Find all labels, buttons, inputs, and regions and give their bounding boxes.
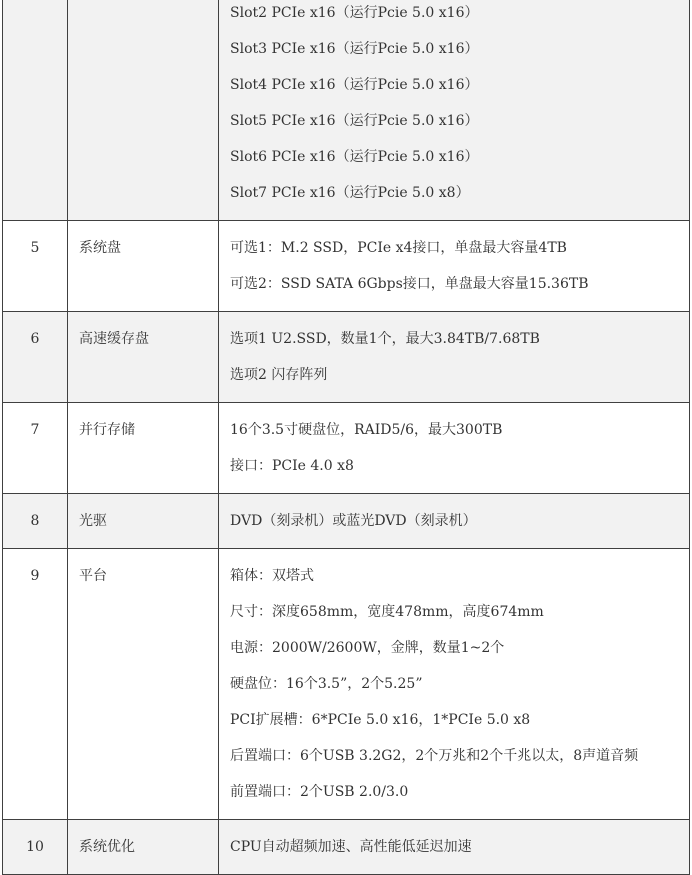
table-row <box>3 0 690 221</box>
description-line: PCI扩展槽：6*PCIe 5.0 x16，1*PCIe 5.0 x8 <box>230 712 531 728</box>
description-line: 前置端口：2个USB 2.0/3.0 <box>230 784 409 800</box>
row-item-cell <box>68 549 219 820</box>
row-item <box>68 0 219 221</box>
row-number: 9 <box>30 568 40 584</box>
row-description <box>219 0 690 221</box>
description-line: Slot4 PCIe x16（运行Pcie 5.0 x16） <box>230 77 479 93</box>
description-line: Slot5 PCIe x16（运行Pcie 5.0 x16） <box>230 113 479 129</box>
row-number-cell <box>3 221 68 312</box>
row-description <box>219 549 690 820</box>
description-line: 电源：2000W/2600W，金牌，数量1~2个 <box>230 640 505 656</box>
row-item: 系统盘 <box>79 240 121 256</box>
table-row <box>3 549 690 820</box>
row-item-cell <box>68 221 219 312</box>
row-description <box>219 494 690 549</box>
spec-table <box>2 0 690 875</box>
row-number-cell <box>3 549 68 820</box>
table-row <box>3 403 690 494</box>
description-line: 箱体：双塔式 <box>230 568 314 584</box>
table-row <box>3 221 690 312</box>
row-number: 8 <box>30 513 40 529</box>
row-description <box>219 312 690 403</box>
row-description <box>219 820 690 875</box>
row-number-cell <box>3 403 68 494</box>
description-line: CPU自动超频加速、高性能低延迟加速 <box>230 839 472 855</box>
description-line: 选项2 闪存阵列 <box>230 367 328 383</box>
table-row <box>3 312 690 403</box>
description-line: 16个3.5寸硬盘位，RAID5/6，最大300TB <box>230 422 503 438</box>
row-item-cell <box>68 820 219 875</box>
row-description <box>219 403 690 494</box>
row-number: 7 <box>30 422 40 438</box>
description-line: 可选1：M.2 SSD，PCIe x4接口，单盘最大容量4TB <box>230 240 567 256</box>
row-item-cell <box>68 403 219 494</box>
description-line: 尺寸：深度658mm，宽度478mm，高度674mm <box>230 604 544 620</box>
row-number: 10 <box>26 839 44 855</box>
row-number <box>3 0 68 221</box>
description-line: 后置端口：6个USB 3.2G2，2个万兆和2个千兆以太，8声道音频 <box>230 748 639 764</box>
row-item: 高速缓存盘 <box>79 331 149 347</box>
description-line: 可选2：SSD SATA 6Gbps接口，单盘最大容量15.36TB <box>230 276 589 292</box>
row-number-cell <box>3 494 68 549</box>
row-item-cell <box>68 494 219 549</box>
description-line: Slot3 PCIe x16（运行Pcie 5.0 x16） <box>230 41 479 57</box>
row-number-cell <box>3 820 68 875</box>
row-item: 并行存储 <box>79 422 135 438</box>
table-row <box>3 820 690 875</box>
description-line: Slot6 PCIe x16（运行Pcie 5.0 x16） <box>230 149 479 165</box>
row-item: 平台 <box>79 568 107 584</box>
description-line: Slot2 PCIe x16（运行Pcie 5.0 x16） <box>230 5 479 21</box>
table-row <box>3 494 690 549</box>
row-item: 系统优化 <box>79 839 135 855</box>
row-item: 光驱 <box>79 513 107 529</box>
description-line: 硬盘位：16个3.5”，2个5.25” <box>230 676 423 692</box>
description-line: 接口：PCIe 4.0 x8 <box>230 458 354 474</box>
row-description <box>219 221 690 312</box>
row-number-cell <box>3 312 68 403</box>
description-line: 选项1 U2.SSD，数量1个，最大3.84TB/7.68TB <box>230 331 540 347</box>
description-line: Slot7 PCIe x16（运行Pcie 5.0 x8） <box>230 185 470 201</box>
row-number: 5 <box>30 240 40 256</box>
row-item-cell <box>68 312 219 403</box>
row-number: 6 <box>30 331 40 347</box>
description-line: DVD（刻录机）或蓝光DVD（刻录机） <box>230 513 477 529</box>
